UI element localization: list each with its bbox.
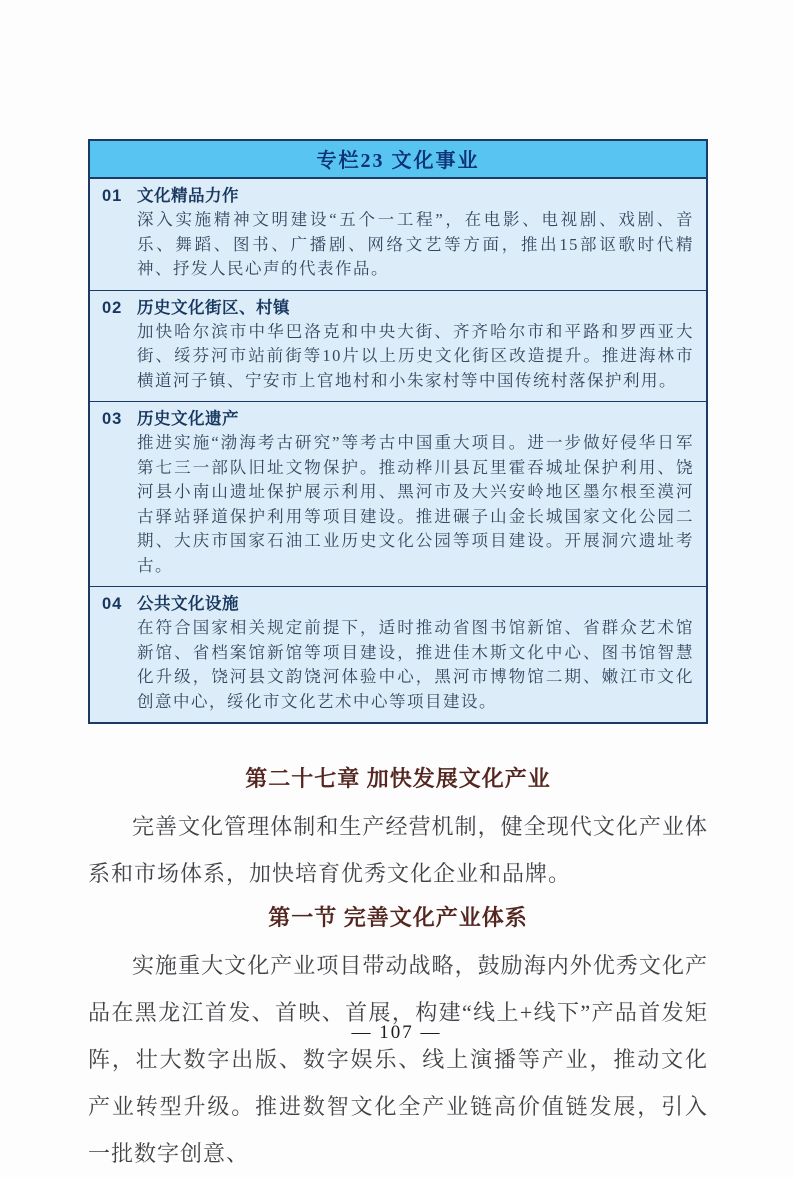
panel-item-head — [102, 296, 694, 320]
item-title: 历史文化遗产 — [137, 410, 239, 428]
panel-item-1 — [90, 179, 706, 291]
item-title: 公共文化设施 — [137, 595, 239, 613]
panel-item-4 — [90, 587, 706, 722]
page-number: — 107 — — [351, 1022, 442, 1043]
item-number: 02 — [102, 298, 123, 317]
panel-item-head — [102, 184, 694, 208]
item-body: 加快哈尔滨市中华巴洛克和中央大街、齐齐哈尔市和平路和罗西亚大街、绥芬河市站前街等10片以上历史文化街区改造提升。推进海林市横道河子镇、宁安市上官地村和小朱家村等中国传统村落保护利用。 — [137, 321, 694, 390]
item-title: 文化精品力作 — [137, 187, 239, 205]
item-number: 01 — [102, 187, 123, 205]
item-title: 历史文化街区、村镇 — [137, 298, 290, 317]
item-body: 深入实施精神文明建设“五个一工程”，在电影、电视剧、戏剧、音乐、舞蹈、图书、广播剧、网络文艺等方面，推出15部讴歌时代精神、抒发人民心声的代表作品。 — [137, 210, 694, 278]
panel-item-head — [102, 407, 694, 431]
item-number: 04 — [102, 595, 123, 613]
section-paragraph: 实施重大文化产业项目带动战略，鼓励海内外优秀文化产品在黑龙江首发、首映、首展，构建“线上+线下”产品首发矩阵，壮大数字出版、数字娱乐、线上演播等产业，推动文化产业转型升级。推进数智文化全产业链高价值链发展，引入一批数字创意、 — [88, 953, 708, 1166]
panel-title: 专栏23 文化事业 — [90, 141, 706, 179]
panel-item-3 — [90, 402, 706, 587]
panel-item-2 — [90, 291, 706, 403]
chapter-paragraph: 完善文化管理体制和生产经营机制，健全现代文化产业体系和市场体系，加快培育优秀文化企业和品牌。 — [88, 814, 708, 886]
panel-item-head — [102, 592, 694, 616]
special-column-panel — [88, 139, 708, 724]
document-page — [88, 0, 708, 1166]
item-number: 03 — [102, 410, 123, 428]
item-body: 推进实施“渤海考古研究”等考古中国重大项目。进一步做好侵华日军第七三一部队旧址文物保护。推动桦川县瓦里霍吞城址保护利用、饶河县小南山遗址保护展示利用、黑河市及大兴安岭地区墨尔根至漠河古驿站驿道保护利用等项目建设。推进碾子山金长城国家文化公园二期、大庆市国家石油工业历史文化公园等项目建设。开展洞穴遗址考古。 — [137, 433, 694, 575]
item-body: 在符合国家相关规定前提下，适时推动省图书馆新馆、省群众艺术馆新馆、省档案馆新馆等项目建设，推进佳木斯文化中心、图书馆智慧化升级，饶河县文韵饶河体验中心，黑河市博物馆二期、嫩江市文化创意中心，绥化市文化艺术中心等项目建设。 — [137, 618, 694, 711]
chapter-heading: 第二十七章 加快发展文化产业 — [245, 766, 551, 791]
section-heading: 第一节 完善文化产业体系 — [268, 905, 528, 930]
